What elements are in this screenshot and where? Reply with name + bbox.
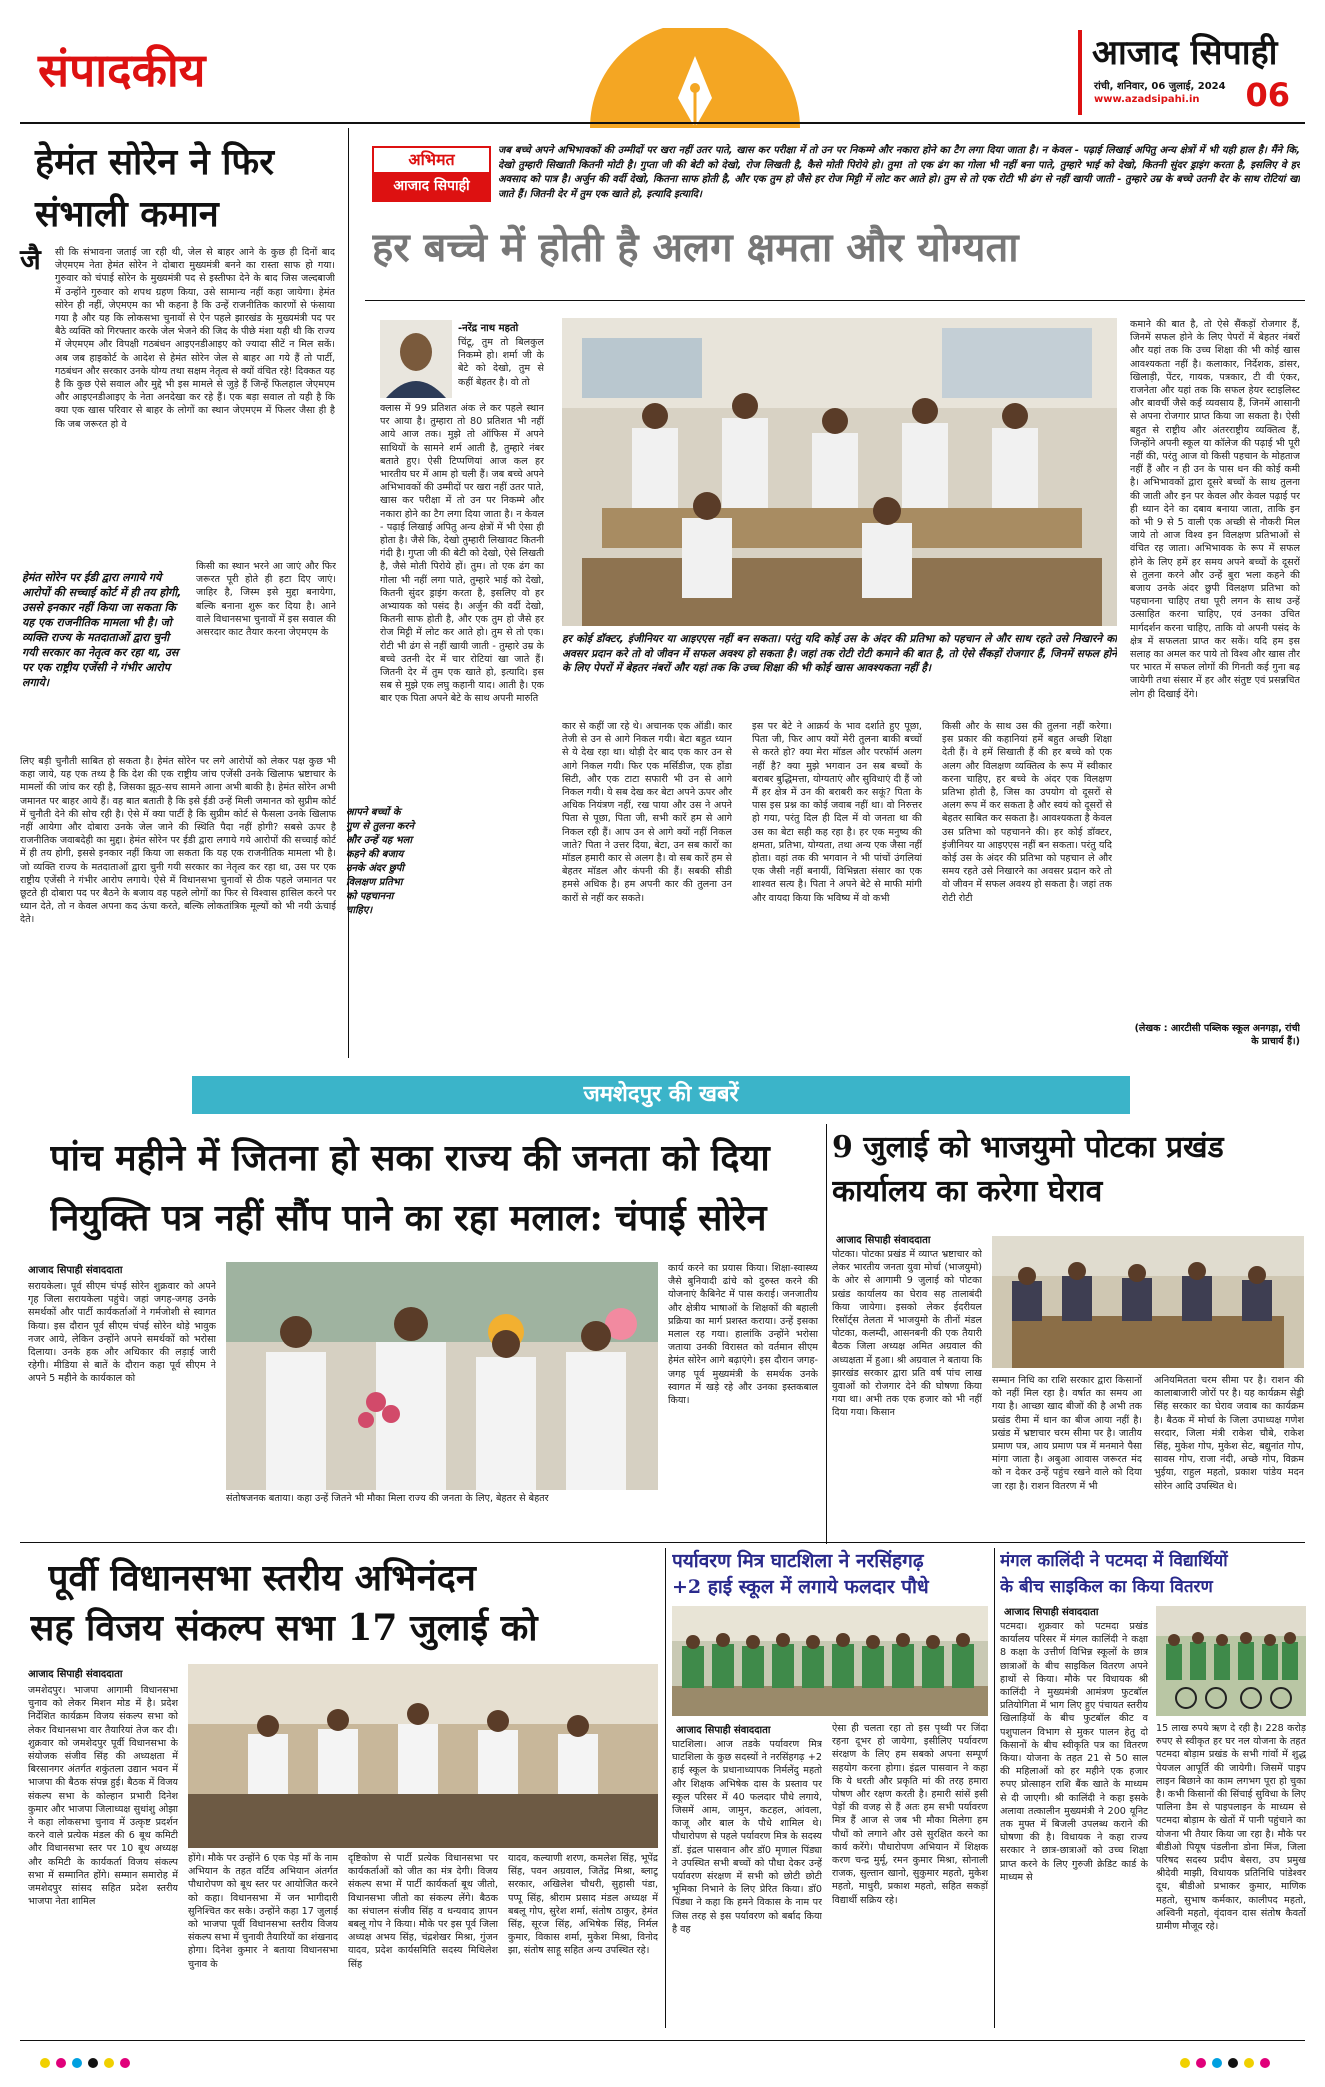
abhimat-col-1c — [420, 806, 544, 1051]
story5-col-1: पटमदा। शुक्रवार को पटमदा प्रखंड कार्यालय परिसर में मंगल कालिंदी ने कक्षा 8 कक्षा के उत्तीर्ण विभिन्न स्कूलों के छात्र छात्राओं के बीच साइकिल वितरण अपने हाथों से किया। मौके पर विधायक श्री कालिंदी ने मुख्यमंत्री आमंत्रण फुटबॉल प्रतियोगिता में भाग लिए हुए पंचायत स्तरीय खिलाड़ियों के बीच फुटबॉल कीट व पशुपालन विभाग से मुकर पालन हेतु दो किसानों के बीच स्वीकृति पत्र का वितरण किया। योजना के तहत 21 से 50 साल की महिलाओं को हर महीने एक हजार रुपए प्रोत्साहन राशि बैंक खाते के माध्यम से दी जाएगी। श्री कालिंदी ने कहा इसके अलावा तत्कालीन मुख्यमंत्री ने 200 यूनिट तक मुफ्त में बिजली उपलब्ध कराने की घोषणा की है। विधायक ने कहा राज्य सरकार ने छात्र-छात्राओं को उच्च शिक्षा प्राप्त करने के लिए गुरुजी क्रेडिट कार्ड के माध्यम से — [1000, 1621, 1148, 1883]
editorial-body-2: किसी का स्थान भरने आ जाएं और फिर जरूरत पूरी होते ही हटा दिए जाएं। जाहिर है, जिस्म इसे मुद्दा बनायेगा, बल्कि बनाना शुरू कर दिया है। आने वाले विधानसभा चुनावों में इस सवाल की असरदार काट तैयार करना जेएमएम के — [196, 561, 336, 639]
abhimat-rule — [365, 300, 1305, 301]
story3-headline-1: पूर्वी विधानसभा स्तरीय अभिनंदन — [48, 1557, 476, 1599]
story5-headline-2: के बीच साइकिल का किया वितरण — [1000, 1577, 1213, 1597]
story4-photo — [672, 1606, 988, 1716]
abhimat-author-note: (लेखक : आरटीसी पब्लिक स्कूल अनगड़ा, रांची के प्राचार्य हैं।) — [1134, 1023, 1300, 1047]
story1-photo — [226, 1262, 658, 1490]
story2-col-1: पोटका। पोटका प्रखंड में व्याप्त भ्रष्टाचार को लेकर भारतीय जनता युवा मोर्चा (भाजयुमो) के ओर से आगामी 9 जुलाई को पोटका प्रखंड कार्यालय का घेराव सह तालाबंदी किया जायेगा। इसको लेकर ईदरीयल रिसॉर्ट्स तेलता में भाजयुमो के तीनों मंडल पोटका, कलम्दी, आसनबनी की एक तैयारी बैठक जिला अध्यक्ष अमित अग्रवाल की अध्यक्षता में हुआ। श्री अग्रवाल ने बताया कि झारखंड सरकार द्वारा प्रति वर्ष पांच लाख युवाओं को रोजगार देने की घोषणा किया गया था। अभी तक एक हजार को भी नहीं दिया गया। किसान — [832, 1249, 982, 1419]
website: www.azadsipahi.in — [1094, 94, 1200, 105]
column-divider-2 — [826, 1124, 827, 1544]
story5-headline-1: मंगल कालिंदी ने पटमदा में विद्यार्थियों — [1000, 1551, 1228, 1571]
story2-photo — [992, 1236, 1304, 1368]
abhimat-label-bottom: आजाद सिपाही — [374, 172, 489, 200]
masthead-divider — [1078, 30, 1082, 115]
author-photo — [380, 320, 452, 398]
abhimat-col-2: कार से कहीं जा रहे थे। अचानक एक ऑडी। कार तेजी से उन से आगे निकल गयी। बेटा बहुत ध्यान से ये देख रहा था। थोड़ी देर बाद एक कार उन से आगे निकल गयी। फिर एक मर्सिडीज, एक होंडा सिटी, और एक टाटा सफारी भी उन से आगे निकल गयी। ये सब देख कर बेटा अपने ऊपर और अधिक नियंत्रण नहीं, रख पाया और उस ने अपने पिता से पूछा, पिता जी, सभी कारें हम से आगे निकल रही हैं। आप उन से आगे क्यों नहीं निकल जाते? पिता ने उत्तर दिया, बेटा, उन सब कारों का मॉडल हमारी कार से अलग है। वो सब कारें हम से बेहतर मॉडल और कंपनी की हैं। सबकी सीडी हमसे अधिक है। हम अपनी कार की तुलना उन कारों से नहीं कर सकते। — [562, 721, 732, 904]
story2-headline: 9 जुलाई को भाजयुमो पोटका प्रखंड कार्यालय का करेगा घेराव — [832, 1130, 1224, 1209]
story3-byline: आजाद सिपाही संवाददाता — [28, 1669, 123, 1680]
abhimat-headline: हर बच्चे में होती है अलग क्षमता और योग्यता — [372, 225, 1019, 271]
abhimat-col-3: इस पर बेटे ने आक्रर्य के भाव दर्शाते हुए पूछा, पिता जी, फिर आप क्यों मेरी तुलना बाकी बच्चों से करते हो? क्या मेरा मॉडल और परफॉर्म अलग नहीं है? क्या मुझे भगवान उन सब बच्चों के बराबर बुद्धिमत्ता, योग्यताएं और सुविधाएं दी हैं जो मैं हर क्षेत्र में उन की बराबरी कर सकूं? पिता के पास इस प्रश्न का कोई जवाब नहीं था। वो निरुत्तर हो गया, परंतु दिल ही दिल में वो जनता था की उस का बेटा सही कह रहा है। हर एक मनुष्य की क्षमता, प्रतिभा, योग्यता, तथा अन्य एक जैसा नहीं होता। वहां तक की भगवान ने भी पांचों उंगलियां एक जैसी नहीं बनायीं, विभिन्नता संसार का एक शाश्वत सत्य है। पिता ने अपने बेटे से माफी मांगी और वायदा किया कि भविष्य में वो कभी — [752, 721, 922, 904]
dateline: रांची, शनिवार, 06 जुलाई, 2024 — [1094, 81, 1226, 92]
color-registration-dots-right — [1180, 2058, 1300, 2070]
story3-col-2: होंगे। मौके पर उन्होंने 6 एक पेड़ माँ के नाम अभियान के तहत वर्टिव अभियान अंतर्गत पौधारोपण को बूथ स्तर पर आयोजित करने को कहा। विधानसभा में जन भागीदारी सुनिश्चित कर सके। उन्होंने कहा 17 जुलाई को भाजपा पूर्वी विधानसभा स्तरीय विजय संकल्प सभा में चुनावी तैयारियों का शंखनाद होगा। दिनेश कुमार ने बताया विधानसभा चुनाव के — [188, 1853, 338, 1970]
story2-col-3: अनियमितता चरम सीमा पर है। राशन की कालाबाजारी जोरों पर है। यह कार्यक्रम सेड्डी सिंह सरकार का घेराव जवाब का कार्यक्रम है। बैठक में मोर्चा के जिला उपाध्यक्ष गणेश सरदार, जिला मंत्री राकेश चौबे, राकेश सिंह, मुकेश गोप, मुकेश सेट, बद्युनांत गोप, सावस गोप, राजा नंदी, अच्छे गोप, विक्रम भुईया, राहुल महतो, प्रकाश पांडेय मदन सोरेन आदि उपस्थित थे। — [1154, 1375, 1304, 1492]
abhimat-col-1b: क्लास में 99 प्रतिशत अंक ले कर पहले स्थान पर आया है। तुम्हारा तो 80 प्रतिशत भी नहीं आये आज तक। मुझे तो ऑफिस में अपने साथियों के सामने शर्म आती है, तुम्हारे नंबर बताते हुए। ऐसी टिप्पणियां आज कल हर भारतीय घर में आम हो चली हैं। जब बच्चे अपने अभिभावकों की उम्मीदों पर खरा नहीं उतर पाते, खास कर परीक्षा में तो उन पर निकम्मे और नकारा होने का टैग लगा दिया जाता है। न केवल - पढ़ाई लिखाई अपितु अन्य क्षेत्रों में भी ऐसा ही होता है। जैसे कि, देखो तुम्हारी लिखावट कितनी गंदी है। गुप्ता जी की बेटी को देखो, ऐसे लिखती है, जैसे मोती पिरोये हों। तुम। तो एक ढंग का गोला भी नहीं लगा पाते, तुम्हारे भाई को देखो, कितनी सुंदर ड्राइंग करता है, इसलिए वो हर अभ्यायक को पसंद है। अर्जुन की वर्दी देखो, कितनी साफ होती है, और एक तुम हो जैसे हर रोज मिट्टी में लोट कर आते हो। तुम से तो एक। रोटी भी ढंग से नहीं खायी जाती - तुम्हारे उम्र के बच्चे उतनी देर में चार रोटियां खा जाते हैं। जितनी देर में तुम एक खाते हो, इत्यादि। इस सब से मुझे एक लघु कहानी याद। आती है। एक बार एक पिता अपने बेटे के साथ अपनी मारुति — [380, 403, 544, 705]
story4-col-2: ऐसा ही चलता रहा तो इस पृथ्वी पर जिंदा रहना दूभर हो जायेगा, इसीलिए पर्यावरण संरक्षण के लिए हम सबको अपना सम्पूर्ण सहयोग करना होगा। इंद्रल पासवान ने कहा कि ये धरती और प्रकृति मां की तरह हमारा पोषण और रक्षण करती है। हमारी सांसें इसी पेड़ों की वजह से हैं अतः हम सभी पर्यावरण मित्र हैं आज से जब भी मौका मिलेगा हम पौधों को लगाने और उसे सुरक्षित करने का कार्य करेंगे। पौधारोपण अभियान में शिक्षक करण चन्द्र मुर्मू, रमन कुमार मिश्रा, सोनाली राजक, सुल्तान खानो, सुकुमार महतो, मुकेश महतो, माधुरी, प्रकाश महतो, सहित सकड़ों विद्यार्थी सक्रिय रहे। — [832, 1723, 988, 1906]
editorial-body-1: सी कि संभावना जताई जा रही थी, जेल से बाहर आने के कुछ ही दिनों बाद जेएमएम नेता हेमंत सोरेन ने दोबारा मुख्यमंत्री बनने का रास्ता साफ हो गया। गुरुवार को चंपाई सोरेन के मुख्यमंत्री पद से इस्तीफा देने के बाद जिस जल्दबाजी में उन्होंने गुरुवार को शपथ ग्रहण किया, उसे सामान्य नहीं कहा जायेगा। हेमंत सोरेन ही नहीं, जेएमएम का भी कहना है कि उन्हें राजनीतिक कारणों से फंसाया गया है और यह कि लोकसभा चुनावों से ऐन पहले झारखंड के मुख्यमंत्री पद पर बैठे व्यक्ति को गिरफ्तार करके जेल भेजने की जिद के पीछे मंशा यही थी कि राज्य में जेएमएम और विपक्षी गठबंधन आइएनडीआइए को ज्यादा सीटें न मिल सकें। अब जब हाइकोर्ट के आदेश से हेमंत सोरेन जेल से बाहर आ गये हैं तो पार्टी, गठबंधन और सरकार उनके योग्य तथा सक्षम नेतृत्व से क्यों वंचित रहे! दिक्कत यह है कि कुछ ऐसे सवाल और मुद्दे भी इस मामले से जुड़े हैं जिन्हें फिलहाल जेएमएम और आइएनडीआइए के नेता अनदेखा कर रहे हैं। एक बड़ा सवाल तो यही है कि क्या एक खास परिवार से बाहर के लोगों का स्थान जेएमएम में फिलर जैसा ही है कि जब जरूरत हो वे — [55, 247, 335, 430]
editorial-headline: हेमंत सोरेन ने फिर संभाली कमान — [35, 141, 274, 235]
pen-nib-logo — [570, 28, 820, 128]
story1-headline-1: पांच महीने में जितना हो सका राज्य की जनता को दिया — [50, 1137, 770, 1179]
column-divider-4 — [994, 1548, 995, 2028]
color-registration-dots-left — [40, 2058, 160, 2070]
story1-byline: आजाद सिपाही संवाददाता — [28, 1265, 123, 1276]
jamshedpur-banner — [192, 1076, 1130, 1114]
page-number: 06 — [1245, 76, 1290, 114]
editorial-dropcap: जै — [20, 243, 41, 276]
abhimat-intro: जब बच्चे अपने अभिभावकों की उम्मीदों पर खरा नहीं उतर पाते, खास कर परीक्षा में तो उन पर निकम्मे और नकारा होने का टैग लगा दिया जाता है। न केवल - पढ़ाई लिखाई अपितु अन्य क्षेत्रों में भी यही हाल है। मैंने कि, देखो तुम्हारी सिखाती कितनी मोटी है। गुप्ता जी की बेटी को देखो, रोज लिखती है, कैसे मोती पिरोये हो। तुम! तो एक ढंग का गोला भी नहीं बना पाते, तुम्हारे भाई को देखो, कितनी सुंदर ड्राइंग करता है, इसलिए वे हर अवसाद को पात्र है। अर्जुन की वर्दी देखो, कितना साफ होती है, और एक तुम हो जैसे हर रोज मिट्टी में लोट कर आते हो। तुम से तो एक रोटी भी ढंग से नहीं खायी जाती - तुम्हारे उम्र के बच्चे उतनी देर के साथ रोटियां खा जाते हैं। जितनी देर में तुम एक खाते हो, इत्यादि इत्यादि। — [498, 145, 1300, 200]
abhimat-label-top: अभिमत — [374, 148, 489, 172]
story5-col-2: 15 लाख रुपये ऋण दे रही है। 228 करोड़ रुपए से स्वीकृत हर घर नल योजना के तहत पटमदा बोड़ाम प्रखंड के सभी गांवों में शुद्ध पेयजल आपूर्ति की जायेगी। जिसमें पाइप लाइन बिछाने का काम लगभग पूरा हो चुका है। कभी किसानों की सिंचाई सुविधा के लिए पालिना डैम से पाइपलाइन के माध्यम से पटमदा बोड़ाम के खेतों में पानी पहुंचाने का योजना भी तैयार किया जा रहा है। मौके पर बीडीओ पियूष पंडलीना डोना मिंज, जिला परिषद सदस्य प्रदीप बेसरा, उप प्रमुख श्रीदेवी माझी, विधायक प्रतिनिधि पांडेश्वर दूध, बीडीओ प्रभाकर कुमार, माणिक महतो, सुभाष कर्मकार, कालीपद महतो, अश्विनी महतो, वृंदावन दास संतोष कैवर्तो ग्रामीण मौजूद रहे। — [1156, 1723, 1306, 1933]
classroom-photo — [562, 318, 1117, 626]
abhimat-pullquote: आपने बच्चों के गुण से तुलना करने और उन्हें यह भला कहने की बजाय उनके अंदर छुपी विलक्षण प्रतिभा को पहचानना चाहिए। — [346, 807, 415, 916]
story4-col-1: घाटशिला। आज तडके पर्यावरण मित्र घाटशिला के कुछ सदस्यों ने नरसिंहगढ़ +2 हाई स्कूल के प्रधानाध्यापक निर्मलेंदु महतो और शिक्षक अभिषेक दास के प्रस्ताव पर स्कूल परिसर में 40 फलदार पौधे लगाये, जिसमें आम, जामुन, कटहल, आंवला, काजू और बाल के पौधे शामिल थे। पौधारोपण से पहले पर्यावरण मित्र के सदस्य डॉ. इंद्रल पासवान और डॉ0 मृणाल पिंड्या ने उपस्थित सभी बच्चों को पौधा देकर उन्हें पर्यावरण संरक्षण में सभी को छोटी छोटी भूमिका निभाने के लिए प्रेरित किया। डॉ0 पिंड्या ने कहा कि हमने विकास के नाम पर जिस तरह से इस पर्यावरण को बर्बाद किया है वह — [672, 1739, 822, 1935]
story3-col-3: दृष्टिकोण से पार्टी प्रत्येक विधानसभा पर कार्यकर्ताओं को जीत का मंत्र देगी। विजय संकल्प सभा में पार्टी कार्यकर्ता बूथ जीतो, विधानसभा जीतो का संकल्प लेंगे। बैठक का संचालन संजीव सिंह व धन्यवाद ज्ञापन बबलू गोप ने किया। मौके पर इस पूर्व जिला अध्यक्ष अभय सिंह, चंद्रशेखर मिश्रा, गुंजन यादव, प्रदेश कार्यसमिति सदस्य मिथिलेश सिंह — [348, 1853, 498, 1970]
classroom-photo-caption: हर कोई डॉक्टर, इंजीनियर या आइएएस नहीं बन सकता। परंतु यदि कोई उस के अंदर की प्रतिभा को पहचान ले और साथ रहते उसे निखारने का अवसर प्रदान करे तो वो जीवन में सफल अवश्य हो सकता है। जहां तक रोटी रोटी कमाने की बात है, तो ऐसे सैंकड़ों रोजगार हैं, जिनमें सफल होने के लिए पेपरों में बेहतर नंबरों और यहां तक कि उच्च शिक्षा की भी कोई खास आवश्यकता नहीं है। — [562, 633, 1117, 674]
story1-col-1: सरायकेला। पूर्व सीएम चंपई सोरेन शुक्रवार को अपने गृह जिला सरायकेला पहुंचे। जहां जगह-जगह उनके समर्थकों और पार्टी कार्यकर्ताओं ने गर्मजोशी से स्वागत किया। इस दौरान पूर्व सीएम चंपई सोरेन थोड़े भावुक नजर आये, लेकिन उन्होंने अपने समर्थकों को भरोसा दिलाया। उनके हक और अधिकार की लड़ाई जारी रहेगी। मीडिया से बातें के दौरान कहा पूर्व सीएम ने अपने 5 महीने के कार्यकाल को — [28, 1281, 216, 1385]
abhimat-col-1a: चिंटू, तुम तो बिलकुल निकम्मे हो। शर्मा जी के बेटे को देखो, तुम से कहीं बेहतर है। वो तो — [458, 337, 544, 388]
abhimat-col-4: किसी और के साथ उस की तुलना नहीं करेगा। इस प्रकार की कहानियां हमें बहुत अच्छी शिक्षा देती हैं। वे हमें सिखाती हैं की हर बच्चे को एक अलग और विलक्षण व्यक्तित्व के रूप में स्वीकार करना चाहिए, हर बच्चे के अंदर एक विलक्षण प्रतिभा होती है, जिस का उपयोग वो दूसरों से अलग रूप में कर सकता है और स्वयं को दूसरों से बेहतर साबित कर सकता है। आवश्यकता है केवल उस प्रतिभा को पहचानने की। हर कोई डॉक्टर, इंजीनियर या आइएएस नहीं बन सकता। परंतु यदि कोई उस के अंदर की प्रतिभा को पहचान ले और समय रहते उसे निखारने का अवसर प्रदान करे तो वो जीवन में सफल अवश्य हो सकता है। जहां तक रोटी रोटी — [942, 721, 1112, 904]
story2-col-2: सम्मान निधि का राशि सरकार द्वारा किसानों को नहीं मिल रहा है। वर्षात का समय आ गया है। आच्छा खाद बीजों की है अभी तक प्रखंड रीमा में धान का बीज आया नहीं है। प्रखंड में भ्रष्टाचार चरम सीमा पर है। जातीय प्रमाण पत्र, आय प्रमाण पत्र में मनमाने पैसा मांगा जाता है। अबुआ आवास जरूरत मंद को न देकर उन्हें पहुंच रखने वाले को दिया जा रहा है। राशन वितरण में भी — [992, 1375, 1142, 1492]
story5-photo — [1156, 1606, 1306, 1716]
row-rule — [20, 1542, 1305, 1543]
story4-headline-2: +2 हाई स्कूल में लगाये फलदार पौधे — [672, 1576, 929, 1598]
column-divider-3 — [665, 1548, 666, 2028]
story4-byline: आजाद सिपाही संवाददाता — [676, 1725, 771, 1736]
author-name: -नरेंद्र नाथ महतो — [458, 323, 519, 334]
story3-col-4: यादव, कल्याणी शरण, कमलेश सिंह, भूपेंद्र सिंह, पवन अग्रवाल, जितेंद्र मिश्रा, ब्लाटू सरकार, अखिलेश चौधरी, सुहासी पंडा, पप्पू सिंह, श्रीराम प्रसाद मंडल अध्यक्ष में बबलू गोप, सुरेश शर्मा, संतोष ठाकुर, हेमंत सिंह, सूरज सिंह, अभिषेक सिंह, निर्मल कुमार, विकास शर्मा, मुकेश मिश्रा, विनोद झा, संतोष साहू सहित अन्य उपस्थित रहे। — [508, 1853, 658, 1957]
story1-headline-2: नियुक्ति पत्र नहीं सौंप पाने का रहा मलाल: चंपाई सोरेन — [50, 1197, 767, 1239]
story3-photo — [188, 1664, 658, 1848]
story2-byline: आजाद सिपाही संवाददाता — [836, 1235, 931, 1246]
footer-rule — [20, 2040, 1305, 2041]
story3-col-1: जमशेदपुर। भाजपा आगामी विधानसभा चुनाव को लेकर मिशन मोड में है। प्रदेश निर्देशित कार्यक्रम विजय संकल्प सभा को लेकर विधानसभा वार तैयारियां तेज कर दी। शुक्रवार को जमशेदपुर पूर्वी विधानसभा के संयोजक संजीव सिंह की अध्यक्षता में बिरसानगर अंतर्गत शकुंतला उद्यान भवन में भाजपा की बैठक संपन्न हुई। बैठक में विजय संकल्प सभा के कोल्हान प्रभारी दिनेश कुमार और भाजपा जिलाध्यक्ष सुधांशु ओझा ने कहा लोकसभा चुनाव में उत्कृष्ट प्रदर्शन करने वाले प्रत्येक मंडल की 6 बूथ कमिटी और विधानसभा स्तर पर 10 बूथ अध्यक्ष और कमिटी के कार्यकर्ता विजय संकल्प सभा में सम्मानित होंगे। सम्मान समारोह में जमशेदपुर सांसद सहित प्रदेश स्तरीय भाजपा नेता शामिल — [28, 1685, 178, 1908]
section-title: संपादकीय — [38, 43, 206, 97]
abhimat-col-5: कमाने की बात है, तो ऐसे सैंकड़ों रोजगार हैं, जिनमें सफल होने के लिए पेपरों में बेहतर नंबरों और यहां तक कि उच्च शिक्षा की भी कोई खास आवश्यकता नहीं है। कलाकार, निर्देशक, डांसर, खिलाड़ी, पेंटर, गायक, पत्रकार, टी वी एंकर, राजनेता और यहां तक कि सफल हेयर स्टाइलिस्ट और बावर्ची जैसे कई व्यवसाय हैं, जिनमें आसानी से अपना रोजगार प्राप्त किया जा सकता है। ऐसी बहुत से राष्ट्रीय और अंतरराष्ट्रीय व्यक्तित्व हैं, जिन्होंने अपनी स्कूल या कॉलेज की पढ़ाई भी पूरी नहीं की, परंतु आज वो किसी पहचान के मोहताज नहीं हैं और न ही उन के पास धन की कोई कमी है। अभिभावकों द्वारा दूसरे बच्चों के साथ तुलना की जाती और इन पर केवल और केवल पढ़ाई पर ही ध्यान देने का दबाव बनाया जाता, ताकि इन को भी 9 से 5 वाली एक अच्छी से नौकरी मिल जाये तो आज विश्व इन विलक्षण प्रतिभाओं से वंचित रह जाता। अभिभावक के रूप में सफल होने के लिए हमें हर समय अपने बच्चों के दूसरों से तुलना करने और उन्हें बुरा भला कहने की बजाय उनके अंदर छुपी विलक्षण प्रतिभा को पहचानना चाहिए तथा पूरी लगन के साथ उन्हें उत्साहित करना चाहिए, एवं उनका उचित मार्गदर्शन करना चाहिए, ताकि वो अपनी पसंद के क्षेत्र में सफलता प्राप्त कर सकें। यदि हम इस सलाह का अमल कर पाये तो विश्व और खास तौर पर भारत में सफल लोगों की गिनती कई गुना बढ़ जायेगी तथा संसार में हर और संतुष्ट एवं प्रसन्नचित लोग ही दिखाई देंगे। — [1130, 319, 1300, 700]
story5-byline: आजाद सिपाही संवाददाता — [1004, 1607, 1099, 1618]
story1-col-2: कार्य करने का प्रयास किया। शिक्षा-स्वास्थ्य जैसे बुनियादी ढांचे को दुरुस्त करने की योजनाएं कैबिनेट में पास कराई। जनजातीय और क्षेत्रीय भाषाओं के शिक्षकों की बहाली प्रक्रिया का मार्ग प्रशस्त कराया। उन्हें इसका मलाल रह गया। हालांकि उन्होंने भरोसा जताया उनकी विरासत को वर्तमान सीएम हेमंत सोरेन आगे बढ़ाएंगे। इस दौरान जगह-जगह पूर्व मुख्यमंत्री के समर्थक उनके स्वागत में खड़े रहे और उनका इस्तकबाल किया। — [668, 1263, 818, 1407]
editorial-body-3: लिए बड़ी चुनौती साबित हो सकता है। हेमंत सोरेन पर लगे आरोपों को लेकर पक्ष कुछ भी कहा जाये, यह एक तथ्य है कि देश की एक राष्ट्रीय जांच एजेंसी उनके खिलाफ भ्रष्टाचार के मामलों की जांच कर रही है, जिसका झूठ-सच सामने आना अभी बाकी है। हेमंत सोरेन अभी जमानत पर बाहर आये हैं। वह बात बताती है कि इसे ईडी उन्हें मिली जमानत को सुप्रीम कोर्ट में चुनौती देने की सोच रही है। ऐसे में क्या पार्टी है कि सुप्रीम कोर्ट से फैसला उनके खिलाफ नहीं आयेगा और दोबारा उनके जेल जाने की स्थिति पैदा नहीं होगी? सबसे ऊपर है राजनीतिक जवाबदेही का मुद्दा। हेमंत सोरेन पर ईडी द्वारा लगाये गये आरोपों की सच्चाई कोर्ट में ही तय होगी, इससे इनकार नहीं किया जा सकता कि यह एक राजनीतिक मामला भी है। जो व्यक्ति राज्य के मतदाताओं द्वारा चुनी गयी सरकार का नेतृत्व कर रहा था, उस पर एक राष्ट्रीय एजेंसी ने गंभीर आरोप लगाये। ऐसे में विधानसभा चुनावों से ठीक पहले जमानत पर छूटते ही दोबारा पद पर बैठने के बजाय वह पहले लोगों का फिर से विश्वास हासिल करने पर ध्यान देते, तो न केवल अपना कद ऊंचा करते, बल्कि लोकतांत्रिक मूल्यों को भी नयी ऊंचाई देते। — [20, 756, 336, 926]
story3-headline-2: सह विजय संकल्प सभा 17 जुलाई को — [30, 1607, 538, 1649]
abhimat-label — [372, 146, 491, 202]
story4-headline-1: पर्यावरण मित्र घाटशिला ने नरसिंहगढ़ — [672, 1550, 924, 1572]
editorial-pullquote: हेमंत सोरेन पर ईडी द्वारा लगाये गये आरोपों की सच्चाई कोर्ट में ही तय होगी, उससे इनकार नहीं किया जा सकता कि यह एक राजनीतिक मामला भी है। जो व्यक्ति राज्य के मतदाताओं द्वारा चुनी गयी सरकार का नेतृत्व कर रहा था, उस पर एक राष्ट्रीय एजेंसी ने गंभीर आरोप लगाये। — [22, 571, 182, 689]
header-rule — [20, 122, 1305, 124]
story1-caption: संतोषजनक बताया। कहा उन्हें जितने भी मौका मिला राज्य की जनता के लिए, बेहतर से बेहतर — [226, 1493, 549, 1504]
masthead-title: आजाद सिपाही — [1092, 33, 1278, 73]
jamshedpur-banner-text: जमशेदपुर की खबरें — [583, 1082, 739, 1107]
